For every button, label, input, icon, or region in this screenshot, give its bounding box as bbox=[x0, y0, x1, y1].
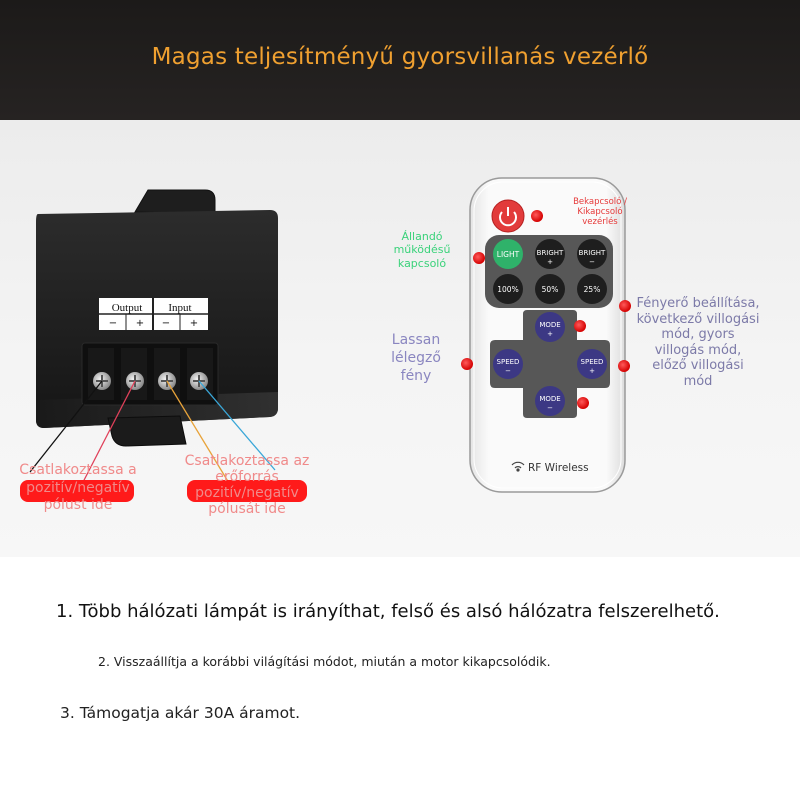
steady-switch-annotation: Állandó működésű kapcsoló bbox=[393, 230, 451, 270]
svg-text:BRIGHT: BRIGHT bbox=[578, 249, 606, 257]
brightness-50-button[interactable] bbox=[535, 274, 565, 304]
power-terminal-annotation: Csatlakoztassa az erőforrás pozitív/negatív pólusát ide bbox=[184, 453, 310, 517]
mode-previous-button[interactable] bbox=[535, 386, 565, 416]
feature-item: 2. Visszaállítja a korábbi világítási módot, miután a motor kikapcsolódik. bbox=[98, 654, 551, 669]
feature-item: 1. Több hálózati lámpát is irányíthat, felső és alsó hálózatra felszerelhető. bbox=[56, 601, 720, 622]
svg-text:−: − bbox=[589, 258, 595, 266]
svg-text:50%: 50% bbox=[541, 285, 559, 294]
svg-text:MODE: MODE bbox=[539, 321, 561, 329]
speed-down-button[interactable] bbox=[493, 349, 523, 379]
terminal-sign: − bbox=[161, 318, 171, 329]
svg-text:MODE: MODE bbox=[539, 395, 561, 403]
mode-next-button[interactable] bbox=[535, 312, 565, 342]
power-switch-annotation: Bekapcsoló / Kikapcsoló vezérlés bbox=[573, 197, 627, 227]
svg-text:SPEED: SPEED bbox=[580, 358, 604, 366]
output-label: Output bbox=[111, 302, 143, 314]
terminal-sign: − bbox=[108, 318, 118, 329]
speed-up-button[interactable] bbox=[577, 349, 607, 379]
features-section bbox=[0, 557, 800, 800]
remote-brand: RF Wireless bbox=[528, 462, 589, 474]
terminal-block bbox=[82, 343, 218, 405]
svg-text:25%: 25% bbox=[583, 285, 601, 294]
svg-text:LIGHT: LIGHT bbox=[496, 250, 520, 259]
brightness-down-button[interactable] bbox=[577, 239, 607, 269]
terminal-sign: + bbox=[135, 318, 145, 329]
brightness-up-button[interactable] bbox=[535, 239, 565, 269]
svg-text:+: + bbox=[589, 367, 595, 375]
input-label: Input bbox=[168, 302, 192, 314]
io-label-plate bbox=[99, 298, 208, 330]
load-terminal-annotation: Csatlakoztassa a pozitív/negatív pólust ide bbox=[19, 462, 137, 513]
breathing-light-annotation: Lassan lélegző fény bbox=[391, 332, 441, 384]
controller-box bbox=[36, 190, 278, 446]
light-button[interactable] bbox=[493, 239, 523, 269]
page-title: Magas teljesítményű gyorsvillanás vezérlő bbox=[151, 44, 649, 70]
terminal-sign: + bbox=[189, 318, 199, 329]
svg-text:+: + bbox=[547, 258, 553, 266]
svg-text:−: − bbox=[547, 404, 553, 412]
svg-text:SPEED: SPEED bbox=[496, 358, 520, 366]
brightness-25-button[interactable] bbox=[577, 274, 607, 304]
svg-text:+: + bbox=[547, 330, 553, 338]
feature-item: 3. Támogatja akár 30A áramot. bbox=[60, 704, 301, 722]
brightness-mode-annotation: Fényerő beállítása, következő villogási mód, gyors villogás mód, előző villogási mód bbox=[636, 296, 760, 389]
power-button[interactable] bbox=[492, 200, 524, 232]
svg-text:BRIGHT: BRIGHT bbox=[536, 249, 564, 257]
brightness-100-button[interactable] bbox=[493, 274, 523, 304]
svg-text:−: − bbox=[505, 367, 511, 375]
svg-text:100%: 100% bbox=[497, 285, 519, 294]
